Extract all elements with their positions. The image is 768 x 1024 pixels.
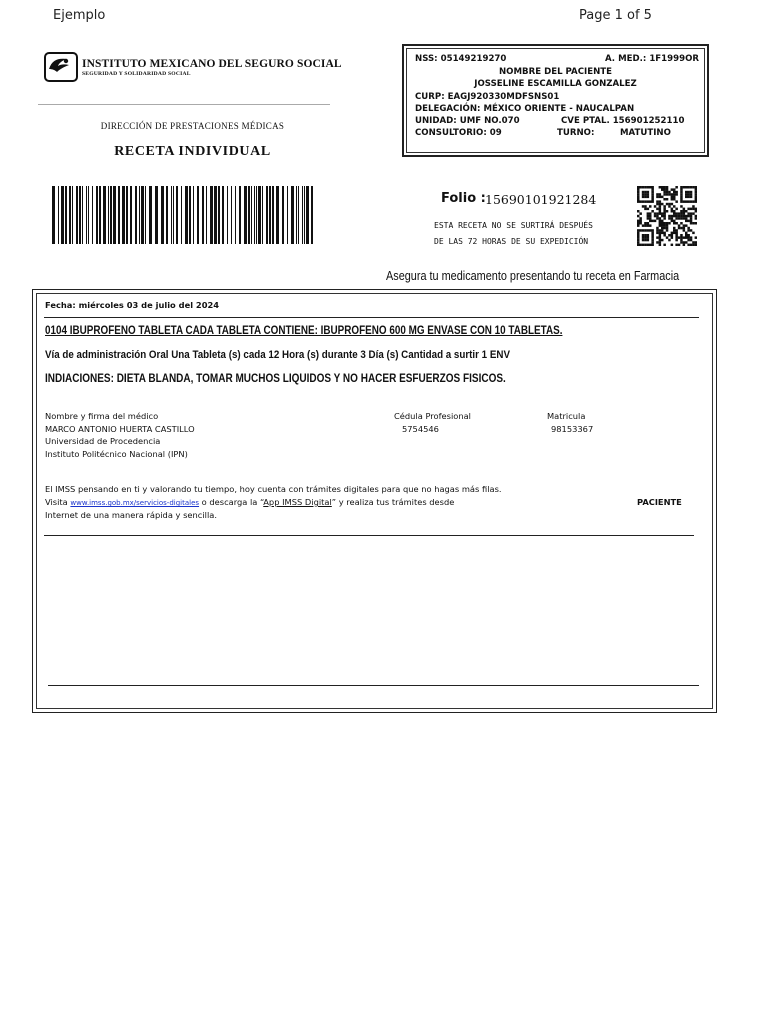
visit-prefix: Visita	[45, 497, 71, 507]
institution-tagline: SEGURIDAD Y SOLIDARIDAD SOCIAL	[82, 71, 191, 77]
folio-number: 15690101921284	[485, 192, 597, 207]
folio-label: Folio :	[441, 191, 486, 206]
institution-name: INSTITUTO MEXICANO DEL SEGURO SOCIAL	[82, 58, 342, 70]
doctor-university: Instituto Politécnico Nacional (IPN)	[45, 449, 188, 459]
cedula-label: Cédula Profesional	[394, 411, 471, 421]
document-title: RECETA INDIVIDUAL	[114, 144, 271, 159]
cedula-number: 5754546	[402, 424, 439, 434]
expiry-warning-line2: DE LAS 72 HORAS DE SU EXPEDICIÓN	[434, 237, 589, 246]
signature-divider	[44, 535, 694, 536]
doctor-name-label: Nombre y firma del médico	[45, 411, 159, 421]
header-divider	[38, 104, 330, 105]
patient-consultorio: CONSULTORIO: 09	[415, 128, 502, 138]
digital-services-link[interactable]: www.imss.gob.mx/servicios-digitales	[70, 499, 200, 507]
bottom-divider	[48, 685, 699, 686]
page-number: Page 1 of 5	[579, 8, 652, 23]
direction-title: DIRECCIÓN DE PRESTACIONES MÉDICAS	[100, 121, 285, 131]
matricula-number: 98153367	[551, 424, 594, 434]
patient-nss: NSS: 05149219270	[415, 54, 507, 64]
patient-indications: INDIACIONES: DIETA BLANDA, TOMAR MUCHOS LIQUIDOS Y NO HACER ESFUERZOS FISICOS.	[45, 373, 506, 385]
patient-delegacion: DELEGACIÓN: MÉXICO ORIENTE - NAUCALPAN	[415, 104, 635, 114]
page-header-left: Ejemplo	[53, 8, 106, 23]
barcode-icon	[52, 186, 316, 244]
download-text: o descarga la “	[199, 497, 264, 507]
imss-eagle-logo-icon	[44, 52, 78, 82]
university-label: Universidad de Procedencia	[45, 436, 161, 446]
pharmacy-notice: Asegura tu medicamento presentando tu receta en Farmacia	[386, 269, 680, 283]
app-name: App IMSS Digital	[263, 497, 332, 507]
prescription-date: Fecha: miércoles 03 de julio del 2024	[45, 300, 220, 310]
patient-cve-ptal: CVE PTAL. 156901252110	[561, 116, 685, 126]
medication-description: 0104 IBUPROFENO TABLETA CADA TABLETA CONTIENE: IBUPROFENO 600 MG ENVASE CON 10 TABLETAS.	[45, 325, 563, 337]
patient-curp: CURP: EAGJ920330MDFSNS01	[415, 92, 560, 102]
date-divider	[44, 317, 699, 318]
qr-code-icon	[637, 186, 697, 246]
copy-recipient: PACIENTE	[637, 497, 682, 507]
matricula-label: Matricula	[547, 411, 586, 421]
digital-services-line1: El IMSS pensando en ti y valorando tu tiempo, hoy cuenta con trámites digitales para que no hagas más filas.	[45, 484, 502, 494]
patient-amed: A. MED.: 1F1999OR	[605, 54, 700, 64]
patient-name: JOSSELINE ESCAMILLA GONZALEZ	[474, 79, 637, 89]
expiry-warning-line1: ESTA RECETA NO SE SURTIRÁ DESPUÉS	[434, 221, 593, 230]
patient-name-label: NOMBRE DEL PACIENTE	[498, 67, 612, 77]
digital-services-line3: Internet de una manera rápida y sencilla.	[45, 510, 217, 520]
patient-turno: MATUTINO	[620, 128, 671, 138]
patient-turno-label: TURNO:	[557, 128, 595, 138]
app-suffix: ” y realiza tus trámites desde	[331, 497, 455, 507]
doctor-name: MARCO ANTONIO HUERTA CASTILLO	[45, 424, 195, 434]
digital-services-line2	[45, 497, 454, 507]
patient-unidad: UNIDAD: UMF NO.070	[415, 116, 520, 126]
administration-instructions: Vía de administración Oral Una Tableta (s) cada 12 Hora (s) durante 3 Día (s) Cantidad a surtir 1 ENV	[45, 349, 510, 361]
